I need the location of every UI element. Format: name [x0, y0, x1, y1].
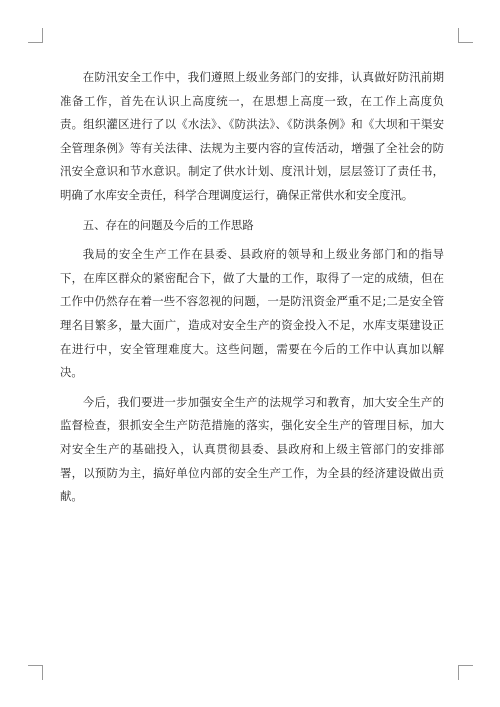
paragraph-flood-safety: 在防汛安全工作中，我们遵照上级业务部门的安排，认真做好防汛前期准备工作，首先在认识上高度统一，在思想上高度一致，在工作上高度负责。组织灌区进行了以《水法》、《防洪法》、《防洪条例》和《大坝和干渠安全管理条例》等有关法律、法规为主要内容的宣传活动，增强了全社会的防汛安全意识和节水意识。制定了供水计划、度汛计划，层层签订了责任书，明确了水库安全责任，科学合理调度运行，确保正常供水和安全度汛。 [60, 70, 444, 202]
paragraph-future-plans: 今后，我们要进一步加强安全生产的法规学习和教育，加大安全生产的监督检查，狠抓安全生产防范措施的落实，强化安全生产的管理目标，加大对安全生产的基础投入，认真贯彻县委、县政府和上级主管部门的安排部署，以预防为主，搞好单位内部的安全生产工作，为全县的经济建设做出贡献。 [60, 394, 444, 504]
section-heading-problems: 五、存在的问题及今后的工作思路 [82, 217, 254, 232]
paragraph-problems: 我局的安全生产工作在县委、县政府的领导和上级业务部门和的指导下，在库区群众的紧密配合下，做了大量的工作，取得了一定的成绩，但在工作中仍然存在着一些不容忽视的问题，一是防汛资金严重不足;二是安全管理名目繁多，量大面广，造成对安全生产的资金投入不足，水库支渠建设正在进行中，安全管理难度大。这些问题，需要在今后的工作中认真加以解决。 [60, 247, 444, 380]
crop-mark-bottom-left [28, 665, 43, 680]
document-body [60, 66, 444, 515]
crop-mark-bottom-right [458, 665, 473, 680]
crop-mark-top-right [458, 28, 473, 43]
crop-mark-top-left [28, 28, 43, 43]
